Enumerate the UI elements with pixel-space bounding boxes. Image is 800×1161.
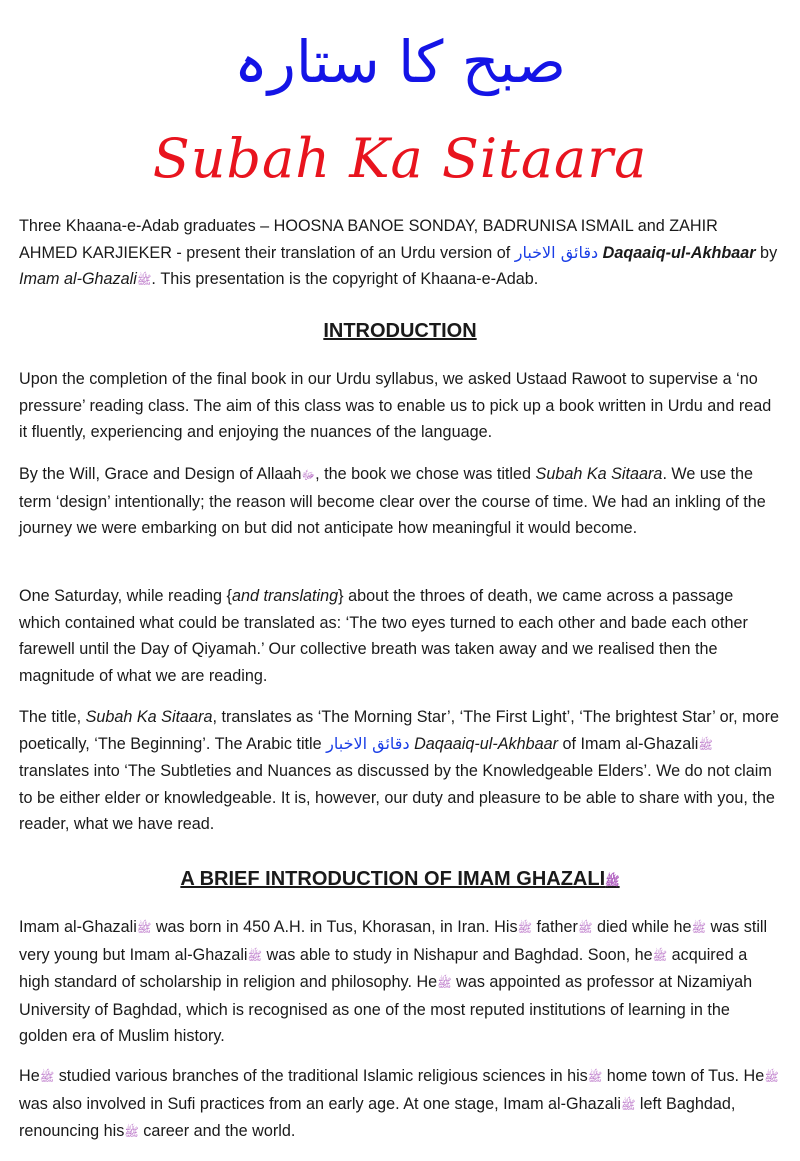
allaah-glyph: ﷻ (301, 468, 316, 482)
arabic-book-title: دقائق الاخبار (514, 242, 599, 262)
paragraph-6: Heﷺ studied various branches of the traditional Islamic religious sciences in hisﷺ home town of Tus. Heﷺ was also involved in Sufi practices from an early age. At one stage, Imam al-Ghazaliﷺ left Baghdad, renouncing hisﷺ career and the world. (19, 1067, 779, 1140)
paragraph-3: One Saturday, while reading {and translating} about the throes of death, we came across a passage which contained what could be translated as: ‘The two eyes turned to each other and bade each other farewell until the Day of Qiyamah.’ Our collective breath was taken away and we realised then the magnitude of what we are reading. (19, 587, 748, 685)
book-title: Daqaaiq-ul-Akhbaar (602, 243, 756, 262)
honorific-glyph: ﷺ (136, 273, 152, 287)
paragraph-5: Imam al-Ghazaliﷺ was born in 450 A.H. in Tus, Khorasan, in Iran. Hisﷺ fatherﷺ died while heﷺ was still very young but Imam al-Ghazaliﷺ was able to study in Nishapur and Baghdad. Soon, heﷺ acquired a high standard of scholarship in religion and philosophy. Heﷺ was appointed as professor at Nizamiyah University of Baghdad, which is recognised as one of the most reputed institutions of learning in the golden era of Muslim history. (19, 918, 768, 1045)
author-name: Imam al-Ghazali (19, 270, 137, 288)
paragraph-2: By the Will, Grace and Design of Allaahﷻ, the book we chose was titled Subah Ka Sitaara. We use the term ‘design’ intentionally; the reason will become clear over the course of time. We had an inkling of the journey we were embarking on but did not anticipate how meaningful it would become. (19, 465, 766, 537)
urdu-title: صبح کا ستارہ (233, 28, 567, 96)
paragraph-4: The title, Subah Ka Sitaara, translates as ‘The Morning Star’, ‘The First Light’, ‘The brightest Star’ or, more poetically, ‘The Beginning’. The Arabic title دقائق الاخبار Daqaaiq-ul-Akhbaar of Imam al-Ghazaliﷺ translates into ‘The Subtleties and Nuances as discussed by the Knowledgeable Elders’. We do not claim to be either elder or knowledgeable. It is, however, our duty and pleasure to be able to share with you, the reader, what we have read. (19, 708, 779, 833)
heading-imam-ghazali: A BRIEF INTRODUCTION OF IMAM GHAZALIﷺ (180, 868, 620, 890)
english-title: Subah Ka Sitaara (152, 127, 648, 190)
heading-introduction: INTRODUCTION (323, 320, 477, 342)
paragraph-1: Upon the completion of the final book in our Urdu syllabus, we asked Ustaad Rawoot to supervise a ‘no pressure’ reading class. The aim of this class was to enable us to pick up a book written in Urdu and read it fluently, experiencing and enjoying the nuances of the language. (19, 370, 772, 441)
intro-paragraph: Three Khaana-e-Adab graduates – HOOSNA BANOE SONDAY, BADRUNISA ISMAIL and ZAHIR AHMED KARJIEKER - present their translation of an Urdu version of دقائق الاخبار Daqaaiq-ul-Akhbaar by Imam al-Ghazaliﷺ. This presentation is the copyright of Khaana-e-Adab. (19, 217, 778, 288)
